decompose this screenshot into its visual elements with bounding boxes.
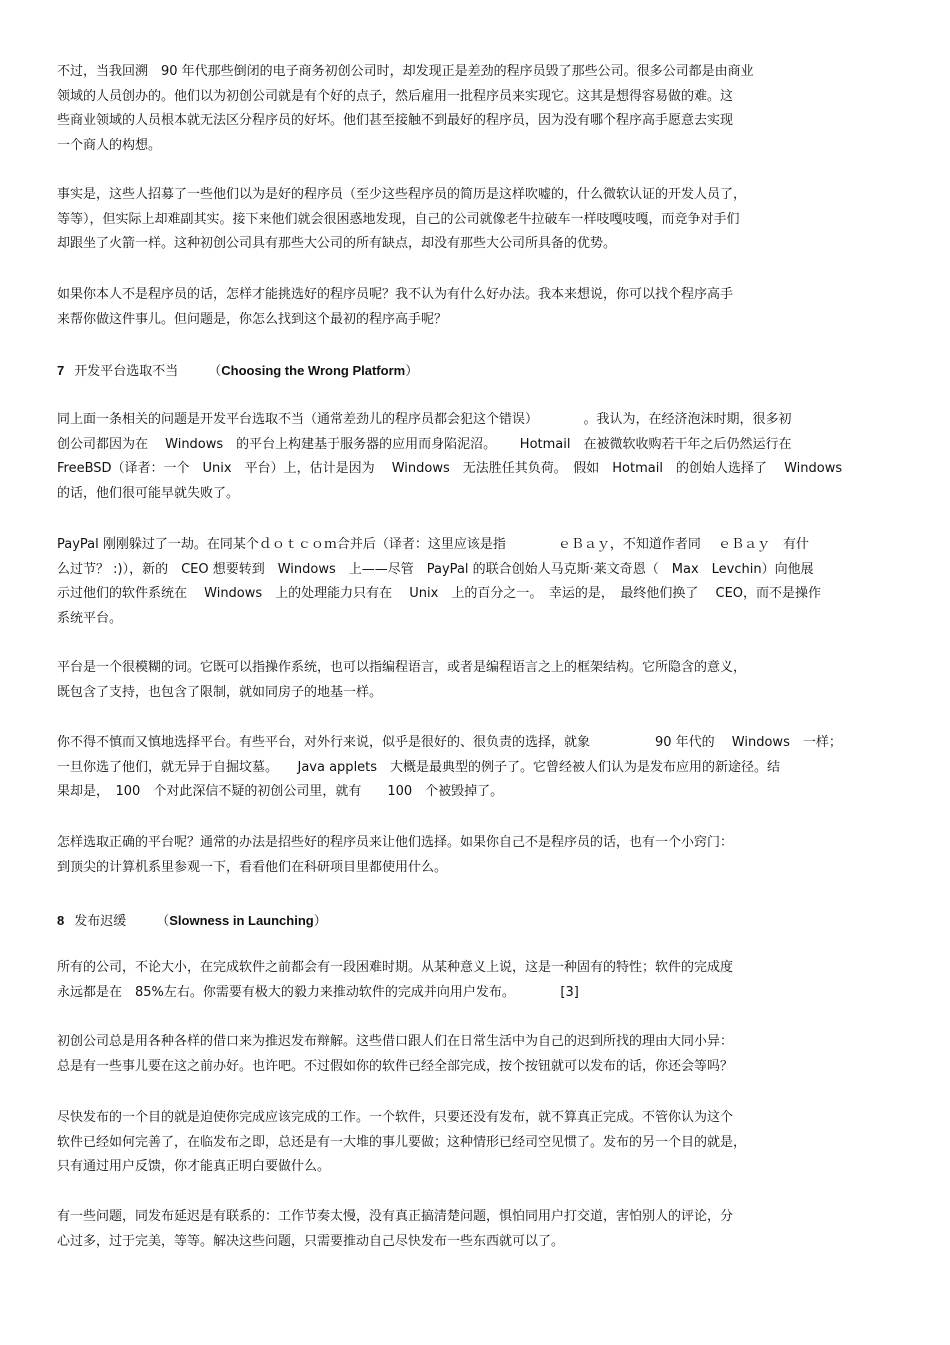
text-line: 系统平台。 (57, 610, 123, 626)
text-line: 创公司都因为在 Windows 的平台上构建基于服务器的应用而身陷泥沼。 Hotmail 在被微软收购若干年之后仍然运行在 (57, 436, 792, 452)
text-line: 软件已经如何完善了，在临发布之即，总还是有一大堆的事儿要做；这种情形已经司空见惯了。发布的另一个目的就是， (57, 1134, 747, 1150)
paragraph-bad-programmers (57, 60, 892, 158)
section-title-cn: 开发平台选取不当 (74, 364, 179, 379)
paren-open: （ (208, 364, 222, 379)
section-heading-8 (57, 909, 892, 934)
text-line: 事实是，这些人招募了一些他们以为是好的程序员（至少这些程序员的简历是这样吹嘘的，什么微软认证的开发人员了， (57, 187, 747, 202)
text-line: 一个商人的构想。 (57, 137, 162, 153)
paragraph-choose-carefully (57, 731, 892, 805)
text-line: 你不得不慎而又慎地选择平台。有些平台，对外行来说，似乎是很好的、很负责的选择，就象 90 年代的 Windows 一样； (57, 735, 842, 750)
text-line: 等等），但实际上却难副其实。接下来他们就会很困惑地发现，自己的公司就像老牛拉破车一样吱嘎吱嘎，而竞争对手们 (57, 211, 740, 227)
paragraph-hiring-reality (57, 183, 892, 257)
paragraph-launch-purpose (57, 1106, 892, 1180)
text-line: FreeBSD（译者：一个 Unix 平台）上，估计是因为 Windows 无法胜任其负荷。 假如 Hotmail 的创始人选择了 Windows (57, 461, 843, 476)
section-title-en: Slowness in Launching (169, 913, 314, 928)
text-line: 不过，当我回溯 90 年代那些倒闭的电子商务初创公司时，却发现正是差劲的程序员毁了那些公司。很多公司都是由商业 (57, 64, 754, 79)
text-line: 所有的公司，不论大小，在完成软件之前都会有一段困难时期。从某种意义上说，这是一种固有的特性；软件的完成度 (57, 960, 734, 975)
paragraph-platform-intro (57, 408, 892, 506)
paragraph-launch-excuses (57, 1030, 892, 1079)
text-line: 却跟坐了火箭一样。这种初创公司具有那些大公司的所有缺点，却没有那些大公司所具备的优势。 (57, 236, 617, 251)
text-line: 些商业领域的人员根本就无法区分程序员的好坏。他们甚至接触不到最好的程序员，因为没有哪个程序高手愿意去实现 (57, 113, 734, 128)
text-line: 么过节？ :)），新的 CEO 想要转到 Windows 上——尽管 PayPal 的联合创始人马克斯·莱文奇恩（ Max Levchin）向他展 (57, 561, 814, 577)
text-line: 既包含了支持，也包含了限制，就如同房子的地基一样。 (57, 684, 383, 700)
text-line: 怎样选取正确的平台呢？通常的办法是招些好的程序员来让他们选择。如果你自己不是程序员的话，也有一个小窍门： (57, 835, 734, 850)
section-heading-7 (57, 359, 892, 384)
paren-close: ） (405, 364, 419, 379)
section-number: 7 (57, 363, 65, 378)
text-line: 果却是， 100 个对此深信不疑的初创公司里，就有 100 个被毁掉了。 (57, 784, 504, 799)
text-line: 一旦你选了他们，就无异于自掘坟墓。 Java applets 大概是最典型的例子了。它曾经被人们认为是发布应用的新途径。结 (57, 759, 781, 775)
paragraph-launch-problems (57, 1205, 892, 1254)
paragraph-choosing-programmers (57, 283, 892, 332)
text-line: 平台是一个很模糊的词。它既可以指操作系统，也可以指编程语言，或者是编程语言之上的框架结构。它所隐含的意义， (57, 660, 747, 675)
paragraph-paypal (57, 533, 892, 631)
text-line: 到顶尖的计算机系里参观一下，看看他们在科研项目里都使用什么。 (57, 859, 448, 875)
paren-close: ） (313, 914, 327, 929)
text-line: 尽快发布的一个目的就是迫使你完成应该完成的工作。一个软件，只要还没有发布，就不算真正完成。不管你认为这个 (57, 1110, 734, 1125)
section-title-cn: 发布迟缓 (74, 914, 127, 929)
text-line: 如果你本人不是程序员的话，怎样才能挑选好的程序员呢？我不认为有什么好办法。我本来想说，你可以找个程序高手 (57, 287, 734, 302)
text-line: 领域的人员创办的。他们以为初创公司就是有个好的点子，然后雇用一批程序员来实现它。这其是想得容易做的难。这 (57, 88, 734, 104)
paragraph-launch-difficulty (57, 956, 892, 1005)
text-line: 只有通过用户反馈，你才能真正明白要做什么。 (57, 1159, 331, 1174)
text-line: 永远都是在 85%左右。你需要有极大的毅力来推动软件的完成并向用户发布。 [3] (57, 984, 579, 1000)
text-line: 同上面一条相关的问题是开发平台选取不当（通常差劲儿的程序员都会犯这个错误） 。我认为，在经济泡沫时期，很多初 (57, 412, 792, 427)
text-line: PayPal 刚刚躲过了一劫。在同某个ｄｏｔｃｏｍ合并后（译者：这里应该是指 ｅＢａｙ，不知道作者同 ｅＢａｙ 有什 (57, 537, 810, 552)
text-line: 初创公司总是用各种各样的借口来为推迟发布辩解。这些借口跟人们在日常生活中为自己的迟到所找的理由大同小异： (57, 1034, 734, 1049)
text-line: 有一些问题，同发布延迟是有联系的：工作节奏太慢，没有真正搞清楚问题，惧怕同用户打交道，害怕别人的评论，分 (57, 1209, 734, 1224)
text-line: 总是有一些事儿要在这之前办好。也许吧。不过假如你的软件已经全部完成，按个按钮就可以发布的话，你还会等吗？ (57, 1058, 734, 1074)
section-number: 8 (57, 913, 65, 928)
paragraph-platform-definition (57, 656, 892, 705)
paragraph-right-platform (57, 831, 892, 880)
text-line: 的话，他们很可能早就失败了。 (57, 485, 240, 501)
text-line: 来帮你做这件事儿。但问题是，你怎么找到这个最初的程序高手呢？ (57, 311, 448, 327)
text-line: 心过多，过于完美，等等。解决这些问题，只需要推动自己尽快发布一些东西就可以了。 (57, 1233, 565, 1249)
paren-open: （ (156, 914, 170, 929)
section-title-en: Choosing the Wrong Platform (221, 363, 406, 378)
text-line: 示过他们的软件系统在 Windows 上的处理能力只有在 Unix 上的百分之一。 幸运的是， 最终他们换了 CEO，而不是操作 (57, 586, 822, 601)
